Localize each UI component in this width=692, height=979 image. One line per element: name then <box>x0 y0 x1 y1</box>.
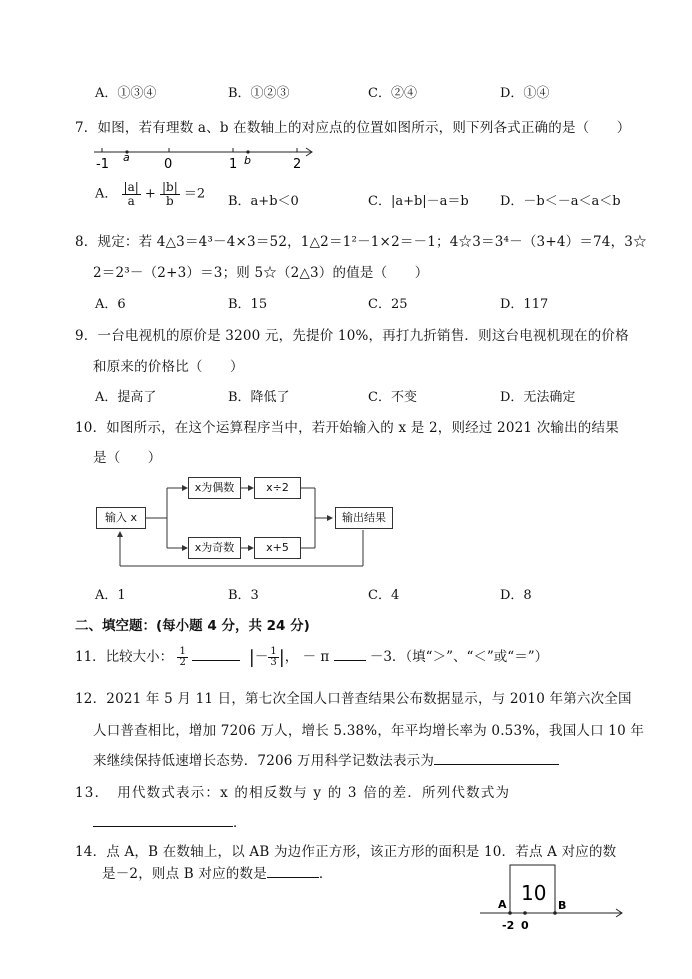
q8-option-d: D．117 <box>500 297 549 312</box>
q9-option-b: B．降低了 <box>228 390 290 405</box>
q10-option-b: B．3 <box>228 588 259 603</box>
q8-line1: 8．规定：若 4△3＝4³－4×3＝52，1△2＝1²－1×2＝－1；4☆3＝3⁴－（3+4）＝74，3☆ <box>75 234 647 250</box>
q6-option-a: A．①③④ <box>95 86 157 101</box>
q10-option-a: A．1 <box>95 588 126 603</box>
q7-option-b: B．a+b＜0 <box>228 194 299 209</box>
neg2-label: -2 <box>502 919 515 932</box>
axis-label-a: a <box>123 151 130 164</box>
q12-line2: 人口普查相比，增加 7206 万人，增长 5.38%，年平均增长率为 0.53%，我国人口 10 年 <box>93 723 645 739</box>
q9-line2: 和原来的价格比（ ） <box>93 359 244 375</box>
q13-blank <box>93 813 233 827</box>
section-2-heading: 二、填空题：(每小题 4 分，共 24 分) <box>75 618 310 634</box>
q12-line1: 12．2021 年 5 月 11 日，第七次全国人口普查结果公布数据显示，与 2010 年第六次全国 <box>75 691 632 707</box>
q6-option-d: D．①④ <box>500 86 550 101</box>
point-b-label: B <box>558 899 567 912</box>
q8-option-a: A．6 <box>95 297 126 312</box>
q6-option-c: C．②④ <box>368 86 417 101</box>
q9-option-d: D．无法确定 <box>500 390 576 405</box>
axis-label-1: 1 <box>229 157 238 172</box>
q13-line2: ． <box>93 811 247 831</box>
q9-option-c: C．不变 <box>368 390 417 405</box>
square-area-label: 10 <box>521 881 547 905</box>
q14-blank <box>267 864 319 878</box>
axis-label-0: 0 <box>164 157 173 172</box>
flow-even-box: x为偶数 <box>188 477 241 499</box>
q7-option-a: A． $\frac{|a|}{a}$ + $\frac{|b|}{b}$ ＝2 <box>95 180 206 208</box>
axis-label-neg1: -1 <box>96 157 109 172</box>
axis-label-2: 2 <box>293 157 302 172</box>
q10-line2: 是（ ） <box>93 450 162 466</box>
zero-label: 0 <box>521 919 529 932</box>
q9-line1: 9．一台电视机的原价是 3200 元，先提价 10%，再打九折销售．则这台电视机现在的价格 <box>75 328 629 344</box>
flow-input-box: 输入 x <box>96 507 146 529</box>
flow-odd-box: x为奇数 <box>188 537 241 559</box>
axis-label-b: b <box>244 154 251 167</box>
q14-figure <box>480 858 630 934</box>
q10-option-d: D．8 <box>500 588 532 603</box>
q12-line3: 来继续保持低速增长态势．7206 万用科学记数法表示为 <box>93 749 559 769</box>
q7-option-c: C．|a+b|－a＝b <box>368 194 469 209</box>
q14-line2: 是－2，则点 B 对应的数是 ． <box>102 866 333 882</box>
q6-option-b: B．①②③ <box>228 86 290 101</box>
q11-blank-1 <box>192 647 240 661</box>
flow-add-box: x+5 <box>254 537 301 559</box>
q7-option-d: D．－b＜－a＜a＜b <box>500 194 621 209</box>
flow-output-box: 输出结果 <box>335 507 393 529</box>
q11-blank-2 <box>334 647 366 661</box>
q12-blank <box>434 751 559 765</box>
point-a-label: A <box>498 898 507 911</box>
q7-stem: 7．如图，若有理数 a、b 在数轴上的对应点的位置如图所示，则下列各式正确的是（ ） <box>75 120 631 136</box>
q10-line1: 10．如图所示，在这个运算程序当中，若开始输入的 x 是 2，则经过 2021 次输出的结果 <box>75 420 619 436</box>
q9-option-a: A．提高了 <box>95 390 157 405</box>
q13-line1: 13． 用代数式表示：x 的相反数与 y 的 3 倍的差．所列代数式为 <box>75 785 511 801</box>
q7-number-line <box>90 140 325 172</box>
q8-option-b: B．15 <box>228 297 268 312</box>
q10-option-c: C．4 <box>368 588 400 603</box>
q8-option-c: C．25 <box>368 297 408 312</box>
q8-line2: 2＝2³－（2+3）＝3；则 5☆（2△3）的值是（ ） <box>93 265 429 281</box>
q14-line1: 14．点 A，B 在数轴上，以 AB 为边作正方形，该正方形的面积是 10．若点 A 对应的数 <box>75 844 617 860</box>
flow-divide-box: x÷2 <box>254 477 301 499</box>
q11-line: 11．比较大小： $\frac{1}{2}$ |－ $\frac{1}{3}$ |， － π －3．（填“＞”、“＜”或“＝”） <box>75 645 549 668</box>
